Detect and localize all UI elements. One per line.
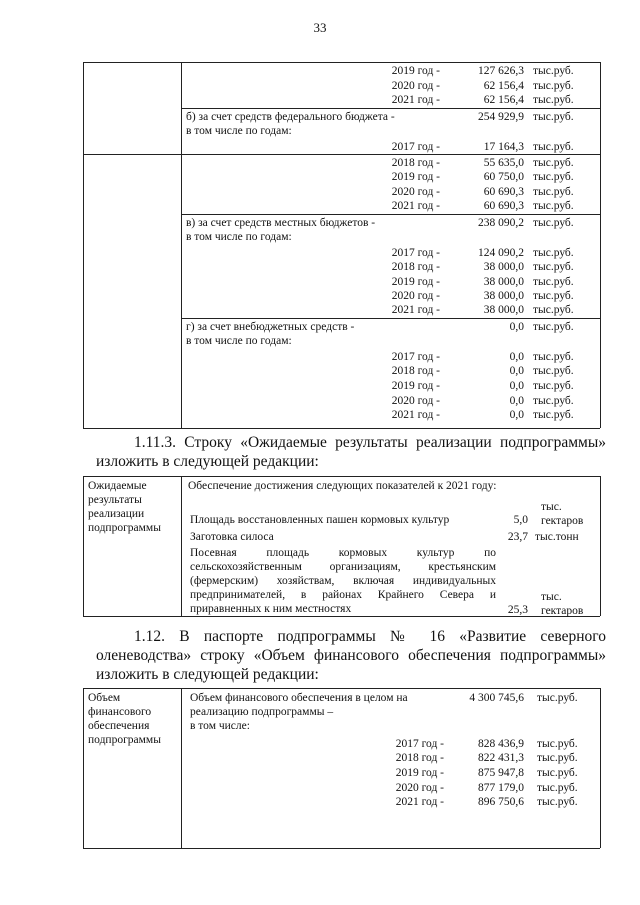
table1-divider-extra xyxy=(181,318,600,319)
paragraph-1-12-line3: изложить в следующей редакции: xyxy=(96,666,319,683)
paragraph-1-12-line2: оленеводства» строку «Объем финансового обеспечения подпрограммы» xyxy=(96,647,606,664)
expected-results-label: Ожидаемые результаты реализации подпрограммы xyxy=(88,480,161,534)
table1-bottom-border xyxy=(83,428,600,429)
table1-left-border xyxy=(83,62,84,428)
paragraph-1-11-3-line2: изложить в следующей редакции: xyxy=(96,453,319,470)
table3-top-border xyxy=(83,688,600,689)
table1-col-divider xyxy=(181,62,182,428)
table1-divider-local xyxy=(181,214,600,215)
paragraph-1-11-3-line1: 1.11.3. Строку «Ожидаемые результаты реализации подпрограммы» xyxy=(134,434,606,451)
paragraph-1-12-line1: 1.12. В паспорте подпрограммы № 16 «Развитие северного xyxy=(134,628,606,645)
table2-right-border xyxy=(600,476,601,616)
table1-right-border xyxy=(600,62,601,428)
table1-divider-federal xyxy=(181,108,600,109)
table2-col-divider xyxy=(181,476,182,616)
table3-bottom-border xyxy=(83,848,600,849)
paragraph-1-12 xyxy=(96,627,606,684)
paragraph-1-11-3 xyxy=(96,433,606,471)
table3-left-border xyxy=(83,688,84,848)
funding-volume-label: Объем финансового обеспечения подпрограммы xyxy=(88,692,161,746)
page-number: 33 xyxy=(313,20,327,35)
expected-results-intro: Обеспечение достижения следующих показателей к 2021 году: xyxy=(188,480,497,492)
table3-col-divider xyxy=(181,688,182,848)
table2-left-border xyxy=(83,476,84,616)
table1-top-border xyxy=(83,62,600,63)
table1-divider-page xyxy=(83,154,600,155)
table3-right-border xyxy=(600,688,601,848)
table2-top-border xyxy=(83,476,600,477)
